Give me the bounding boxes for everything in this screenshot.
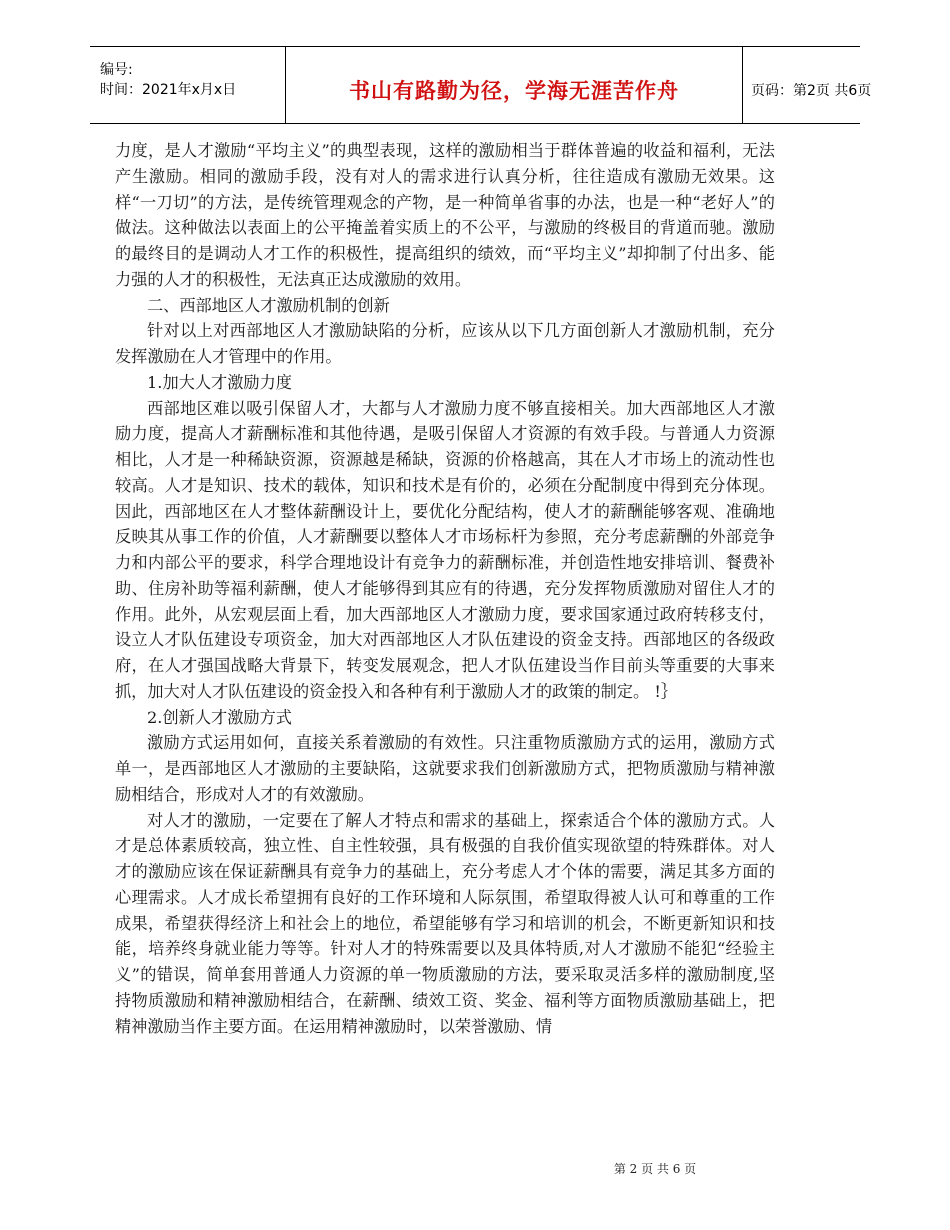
body-paragraph: 对人才的激励，一定要在了解人才特点和需求的基础上，探索适合个体的激励方式。人才是总体素质较高，独立性、自主性较强，具有极强的自我价值实现欲望的特殊群体。对人才的激励应该在保证薪酬具有竞争力的基础上，充分考虑人才个体的需要，满足其多方面的心理需求。人才成长希望拥有良好的工作环境和人际氛围，希望取得被人认可和尊重的工作成果，希望获得经济上和社会上的地位，希望能够有学习和培训的机会，不断更新知识和技能，培养终身就业能力等等。针对人才的特殊需要以及具体特质,对人才激励不能犯“经验主义”的错误，简单套用普通人力资源的单一物质激励的方法，要采取灵活多样的激励制度,坚持物质激励和精神激励相结合，在薪酬、绩效工资、奖金、福利等方面物质激励基础上，把精神激励当作主要方面。在运用精神激励时，以荣誉激励、情: [115, 810, 775, 1036]
body-paragraph: 力度，是人才激励“平均主义”的典型表现，这样的激励相当于群体普遍的收益和福利，无法产生激励。相同的激励手段，没有对人的需求进行认真分析，往往造成有激励无效果。这样“一刀切”的方法，是传统管理观念的产物，是一种简单省事的办法，也是一种“老好人”的做法。这种做法以表面上的公平掩盖着实质上的不公平，与激励的终极目的背道而驰。激励的最终目的是调动人才工作的积极性，提高组织的绩效，而“平均主义”却抑制了付出多、能力强的人才的积极性，无法真正达成激励的效用。: [115, 141, 775, 289]
document-body: [115, 138, 775, 1039]
header-meta-cell: [90, 47, 285, 123]
section-heading: 二、西部地区人才激励机制的创新: [147, 295, 390, 315]
subsection-heading: 1.加大人才激励力度: [147, 372, 292, 392]
header-page-cell: [741, 47, 872, 123]
header-motto: 书山有路勤为径，学海无涯苦作舟: [349, 79, 679, 103]
page-header: [90, 46, 872, 124]
body-paragraph: 西部地区难以吸引保留人才，大都与人才激励力度不够直接相关。加大西部地区人才激励力度，提高人才薪酬标准和其他待遇，是吸引保留人才资源的有效手段。与普通人力资源相比，人才是一种稀缺资源，资源越是稀缺，资源的价格越高，其在人才市场上的流动性也较高。人才是知识、技术的载体，知识和技术是有价的，必须在分配制度中得到充分体现。因此，西部地区在人才整体薪酬设计上，要优化分配结构，使人才的薪酬能够客观、准确地反映其从事工作的价值，人才薪酬要以整体人才市场标杆为参照，充分考虑薪酬的外部竞争力和内部公平的要求，科学合理地设计有竞争力的薪酬标准，并创造性地安排培训、餐费补助、住房补助等福利薪酬，使人才能够得到其应有的待遇，充分发挥物质激励对留住人才的作用。此外，从宏观层面上看，加大西部地区人才激励力度，要求国家通过政府转移支付，设立人才队伍建设专项资金，加大对西部地区人才队伍建设的资金支持。西部地区的各级政府，在人才强国战略大背景下，转变发展观念，把人才队伍建设当作目前头等重要的大事来抓，加大对人才队伍建设的资金投入和各种有利于激励人才的政策的制定。 !｝: [115, 398, 775, 701]
body-paragraph: 针对以上对西部地区人才激励缺陷的分析，应该从以下几方面创新人才激励机制，充分发挥激励在人才管理中的作用。: [115, 321, 775, 366]
footer-page-number: 第 2 页 共 6 页: [613, 1162, 697, 1176]
header-motto-cell: [285, 47, 743, 123]
document-time-label: 时间：2021年x月x日: [100, 82, 237, 98]
page-footer: [0, 1160, 950, 1177]
body-paragraph: 激励方式运用如何，直接关系着激励的有效性。只注重物质激励方式的运用，激励方式单一，是西部地区人才激励的主要缺陷，这就要求我们创新激励方式，把物质激励与精神激励相结合，形成对人才的有效激励。: [115, 733, 775, 804]
subsection-heading: 2.创新人才激励方式: [147, 707, 292, 727]
header-page-info: 页码：第2页 共6页: [751, 83, 872, 99]
document-number-label: 编号:: [100, 62, 133, 78]
